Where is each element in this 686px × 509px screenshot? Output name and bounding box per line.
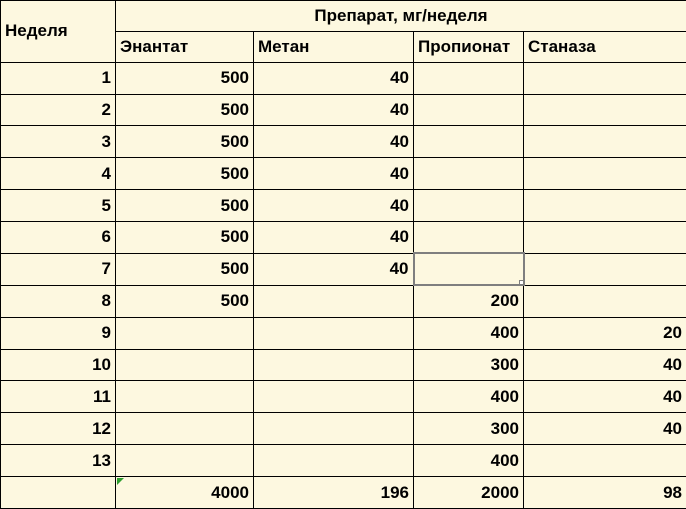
cell-enanthate[interactable]: 500 xyxy=(116,126,254,158)
cell-stanaza[interactable]: 40 xyxy=(524,381,686,413)
cell-enanthate[interactable]: 500 xyxy=(116,285,254,317)
header-col-propionate: Пропионат xyxy=(414,31,524,62)
table-row xyxy=(1,190,686,222)
table-row xyxy=(1,445,686,477)
cell-methane[interactable] xyxy=(254,349,414,381)
table-row xyxy=(1,381,686,413)
cell-methane[interactable] xyxy=(254,317,414,349)
cell-methane[interactable]: 40 xyxy=(254,94,414,126)
cell-propionate[interactable]: 400 xyxy=(414,445,524,477)
cell-methane[interactable] xyxy=(254,381,414,413)
cell-propionate[interactable]: 400 xyxy=(414,381,524,413)
header-col-enanthate: Энантат xyxy=(116,31,254,62)
total-methane[interactable]: 196 xyxy=(254,477,414,509)
header-col-stanaza: Станаза xyxy=(524,31,686,62)
cell-methane[interactable]: 40 xyxy=(254,158,414,190)
cell-week[interactable]: 3 xyxy=(1,126,116,158)
cell-week[interactable]: 7 xyxy=(1,253,116,285)
cell-enanthate[interactable]: 500 xyxy=(116,190,254,222)
cell-enanthate[interactable]: 500 xyxy=(116,94,254,126)
cell-stanaza[interactable] xyxy=(524,190,686,222)
cell-week[interactable]: 1 xyxy=(1,62,116,94)
cell-enanthate[interactable] xyxy=(116,413,254,445)
total-stanaza[interactable]: 98 xyxy=(524,477,686,509)
cell-stanaza[interactable] xyxy=(524,285,686,317)
table-row xyxy=(1,253,686,285)
cell-stanaza[interactable] xyxy=(524,62,686,94)
cell-week[interactable]: 8 xyxy=(1,285,116,317)
cell-stanaza[interactable] xyxy=(524,158,686,190)
cell-propionate[interactable] xyxy=(414,158,524,190)
table-row xyxy=(1,94,686,126)
cell-enanthate[interactable] xyxy=(116,445,254,477)
cell-methane[interactable] xyxy=(254,445,414,477)
cell-methane[interactable] xyxy=(254,285,414,317)
total-enanthate[interactable]: 4000 xyxy=(116,477,254,509)
cell-enanthate[interactable]: 500 xyxy=(116,222,254,254)
table-row xyxy=(1,317,686,349)
cell-methane[interactable]: 40 xyxy=(254,62,414,94)
cell-propionate[interactable] xyxy=(414,190,524,222)
cell-methane[interactable] xyxy=(254,413,414,445)
table-total-row xyxy=(1,477,686,509)
cell-stanaza[interactable] xyxy=(524,253,686,285)
cell-methane[interactable]: 40 xyxy=(254,190,414,222)
table-row xyxy=(1,222,686,254)
cell-stanaza[interactable] xyxy=(524,445,686,477)
cell-methane[interactable]: 40 xyxy=(254,126,414,158)
cell-stanaza[interactable]: 40 xyxy=(524,413,686,445)
cell-propionate-selected[interactable] xyxy=(414,253,524,285)
table-row xyxy=(1,349,686,381)
table-row xyxy=(1,413,686,445)
header-col-methane: Метан xyxy=(254,31,414,62)
cell-stanaza[interactable] xyxy=(524,94,686,126)
cell-week[interactable]: 4 xyxy=(1,158,116,190)
table-row xyxy=(1,158,686,190)
cell-enanthate[interactable] xyxy=(116,317,254,349)
cell-methane[interactable]: 40 xyxy=(254,222,414,254)
cell-propionate[interactable] xyxy=(414,62,524,94)
cell-week[interactable]: 9 xyxy=(1,317,116,349)
cell-week[interactable]: 5 xyxy=(1,190,116,222)
cell-propionate[interactable]: 300 xyxy=(414,413,524,445)
cell-propionate[interactable]: 200 xyxy=(414,285,524,317)
cell-enanthate[interactable]: 500 xyxy=(116,253,254,285)
cell-propionate[interactable] xyxy=(414,94,524,126)
cell-week[interactable]: 6 xyxy=(1,222,116,254)
cell-propionate[interactable]: 400 xyxy=(414,317,524,349)
cell-enanthate[interactable]: 500 xyxy=(116,158,254,190)
header-week: Неделя xyxy=(1,1,116,63)
cell-stanaza[interactable]: 20 xyxy=(524,317,686,349)
cell-methane[interactable]: 40 xyxy=(254,253,414,285)
total-propionate[interactable]: 2000 xyxy=(414,477,524,509)
total-label-cell[interactable] xyxy=(1,477,116,509)
cell-enanthate[interactable]: 500 xyxy=(116,62,254,94)
table-row xyxy=(1,285,686,317)
table-row xyxy=(1,126,686,158)
header-drug-group: Препарат, мг/неделя xyxy=(116,1,686,32)
cell-stanaza[interactable] xyxy=(524,126,686,158)
cell-week[interactable]: 12 xyxy=(1,413,116,445)
cell-week[interactable]: 11 xyxy=(1,381,116,413)
cell-week[interactable]: 13 xyxy=(1,445,116,477)
cell-propionate[interactable] xyxy=(414,126,524,158)
table-header-group-row xyxy=(1,1,686,32)
cell-enanthate[interactable] xyxy=(116,381,254,413)
cell-propionate[interactable]: 300 xyxy=(414,349,524,381)
cell-enanthate[interactable] xyxy=(116,349,254,381)
table-row xyxy=(1,62,686,94)
cell-week[interactable]: 2 xyxy=(1,94,116,126)
cell-week[interactable]: 10 xyxy=(1,349,116,381)
cell-propionate[interactable] xyxy=(414,222,524,254)
cell-stanaza[interactable]: 40 xyxy=(524,349,686,381)
cell-stanaza[interactable] xyxy=(524,222,686,254)
